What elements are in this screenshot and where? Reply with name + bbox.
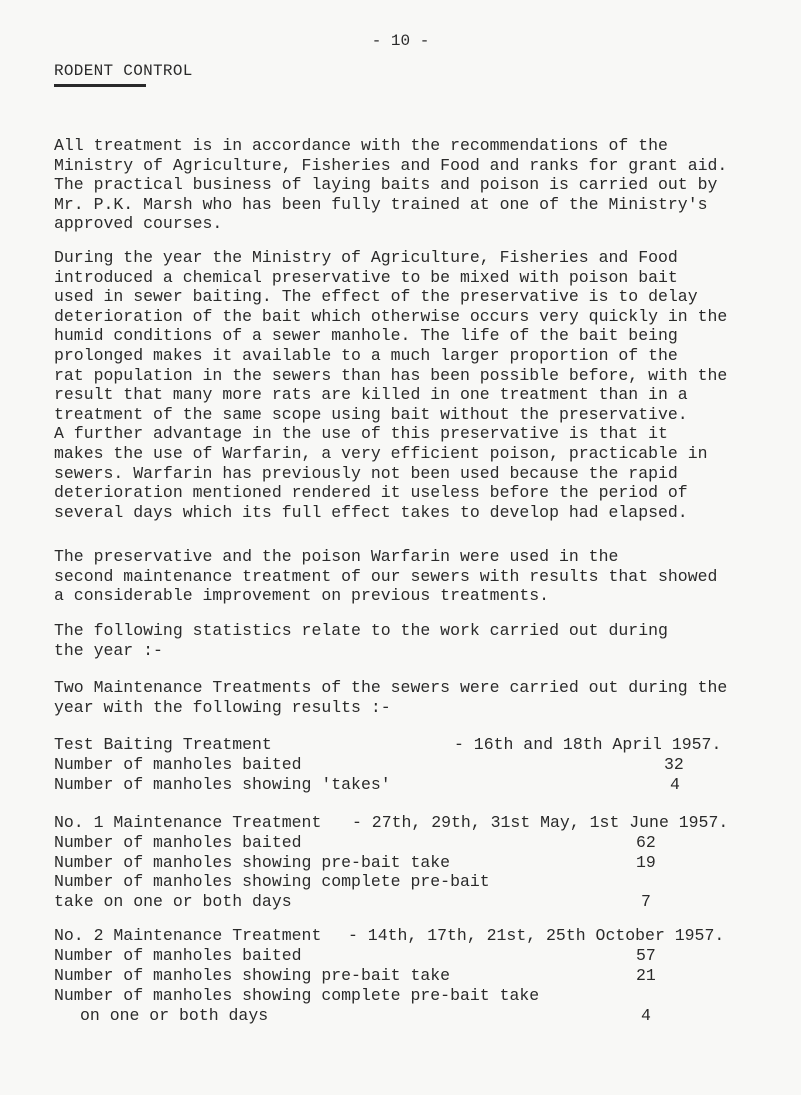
- text-line: prolonged makes it available to a much larger proportion of the: [54, 345, 678, 365]
- text-line: the year :-: [54, 640, 163, 660]
- stat-label: Number of manholes baited: [54, 833, 302, 852]
- maintenance-1-date: - 27th, 29th, 31st May, 1st June 1957.: [352, 813, 729, 832]
- stat-label: Number of manholes showing pre-bait take: [54, 966, 451, 985]
- text-line: result that many more rats are killed in one treatment than in a: [54, 385, 688, 405]
- stat-value: 32: [664, 755, 684, 774]
- text-line: a considerable improvement on previous treatments.: [54, 586, 550, 606]
- text-line: deterioration mentioned rendered it useless before the period of: [54, 483, 688, 503]
- stat-label: Number of manholes showing 'takes': [54, 775, 391, 794]
- paragraph-5: [54, 678, 754, 717]
- stat-label-cont: on one or both days: [80, 1006, 269, 1025]
- paragraph-4: [54, 621, 754, 660]
- page-number: - 10 -: [371, 32, 430, 50]
- maintenance-1-title: No. 1 Maintenance Treatment: [54, 813, 322, 832]
- text-line: Mr. P.K. Marsh who has been fully trained at one of the Ministry's: [54, 194, 708, 214]
- test-baiting-date: - 16th and 18th April 1957.: [454, 735, 722, 754]
- paragraph-1: [54, 136, 754, 234]
- stat-label: Number of manholes showing complete pre-bait take: [54, 986, 540, 1005]
- text-line: The preservative and the poison Warfarin were used in the: [54, 547, 619, 566]
- stat-value: 19: [636, 853, 656, 872]
- text-line: introduced a chemical preservative to be mixed with poison bait: [54, 267, 678, 287]
- text-line: rat population in the sewers than has been possible before, with the: [54, 365, 728, 385]
- stat-value: 62: [636, 833, 656, 852]
- text-line: treatment of the same scope using bait without the preservative.: [54, 404, 688, 424]
- stat-label: Number of manholes showing complete pre-bait: [54, 872, 490, 891]
- paragraph-3: [54, 547, 754, 606]
- heading-underline: [54, 84, 146, 87]
- text-line: Two Maintenance Treatments of the sewers were carried out during the: [54, 678, 728, 697]
- maintenance-2-title: No. 2 Maintenance Treatment: [54, 926, 322, 945]
- stat-label: Number of manholes baited: [54, 946, 302, 965]
- stat-value: 4: [670, 775, 680, 794]
- text-line: During the year the Ministry of Agriculture, Fisheries and Food: [54, 248, 678, 267]
- text-line: The practical business of laying baits and poison is carried out by: [54, 175, 718, 195]
- text-line: approved courses.: [54, 214, 223, 234]
- text-line: All treatment is in accordance with the recommendations of the: [54, 136, 668, 155]
- text-line: makes the use of Warfarin, a very efficient poison, practicable in: [54, 443, 708, 463]
- text-line: second maintenance treatment of our sewers with results that showed: [54, 566, 718, 586]
- text-line: The following statistics relate to the work carried out during: [54, 621, 668, 640]
- stat-value: 57: [636, 946, 656, 965]
- stat-value: 21: [636, 966, 656, 985]
- section-heading: RODENT CONTROL: [54, 62, 193, 80]
- text-line: used in sewer baiting. The effect of the preservative is to delay: [54, 287, 698, 307]
- paragraph-2: [54, 248, 754, 522]
- maintenance-2-date: - 14th, 17th, 21st, 25th October 1957.: [348, 926, 725, 945]
- text-line: humid conditions of a sewer manhole. The life of the bait being: [54, 326, 678, 346]
- stat-value: 7: [641, 892, 651, 911]
- test-baiting-title: Test Baiting Treatment: [54, 735, 272, 754]
- stat-value: 4: [641, 1006, 651, 1025]
- text-line: year with the following results :-: [54, 697, 391, 717]
- text-line: several days which its full effect takes to develop had elapsed.: [54, 502, 688, 522]
- stat-label: Number of manholes showing pre-bait take: [54, 853, 451, 872]
- text-line: deterioration of the bait which otherwise occurs very quickly in the: [54, 306, 728, 326]
- stat-label-cont: take on one or both days: [54, 892, 292, 911]
- stat-label: Number of manholes baited: [54, 755, 302, 774]
- text-line: A further advantage in the use of this preservative is that it: [54, 424, 668, 444]
- text-line: Ministry of Agriculture, Fisheries and Food and ranks for grant aid.: [54, 155, 728, 175]
- text-line: sewers. Warfarin has previously not been used because the rapid: [54, 463, 678, 483]
